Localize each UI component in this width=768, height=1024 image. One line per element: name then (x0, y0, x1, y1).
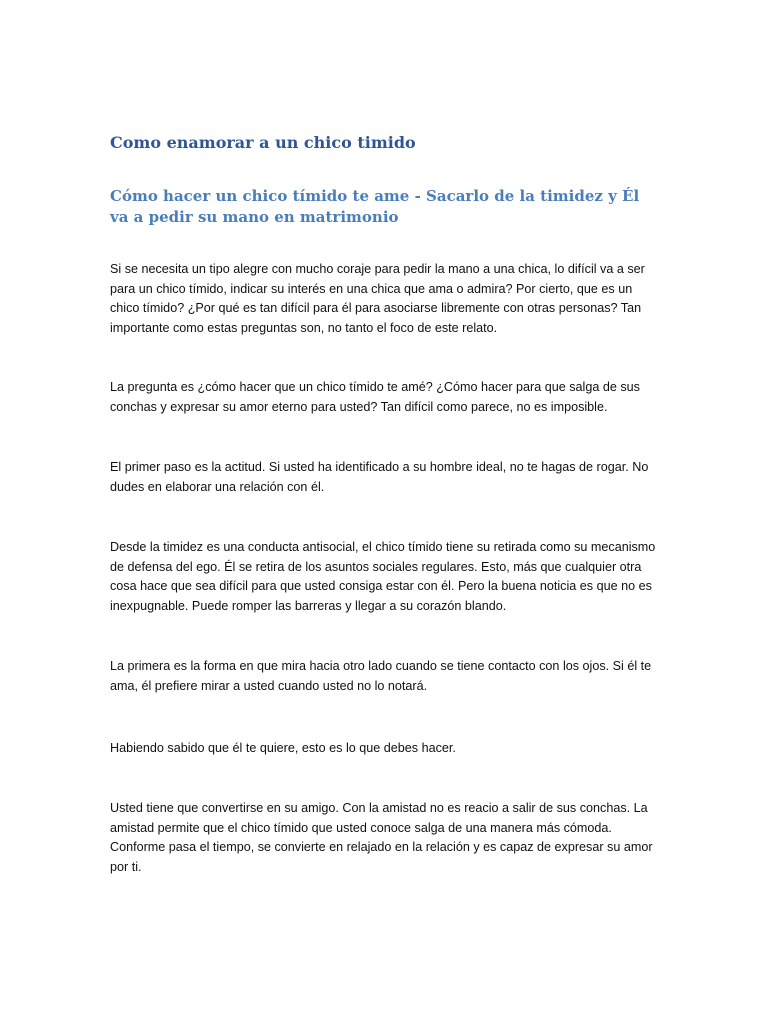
paragraph-eye-contact: La primera es la forma en que mira hacia otro lado cuando se tiene contacto con los ojos. Si él te ama, él prefiere mirar a usted cuando usted no lo notará. (110, 659, 652, 693)
document-title: Como enamorar a un chico timido (110, 133, 416, 152)
paragraph-question: La pregunta es ¿cómo hacer que un chico tímido te amé? ¿Cómo hacer para que salga de sus conchas y expresar su amor eterno para usted? Tan difícil como parece, no es imposible. (110, 380, 640, 414)
document-subtitle: Cómo hacer un chico tímido te ame - Sacarlo de la timidez y Él va a pedir su mano en matrimonio (110, 187, 640, 226)
paragraph-first-step: El primer paso es la actitud. Si usted ha identificado a su hombre ideal, no te hagas de rogar. No dudes en elaborar una relación con él. (110, 460, 649, 494)
paragraph-shyness: Desde la timidez es una conducta antisocial, el chico tímido tiene su retirada como su mecanismo de defensa del ego. Él se retira de los asuntos sociales regulares. Esto, más que cualquier otra cosa hace que sea difícil para que usted consiga estar con él. Pero la buena noticia es que no es inexpugnable. Puede romper las barreras y llegar a su corazón blando. (110, 540, 656, 613)
paragraph-friendship: Usted tiene que convertirse en su amigo. Con la amistad no es reacio a salir de sus conchas. La amistad permite que el chico tímido que usted conoce salga de una manera más cómoda. Conforme pasa el tiempo, se convierte en relajado en la relación y es capaz de expresar su amor por ti. (110, 801, 653, 874)
paragraph-what-to-do: Habiendo sabido que él te quiere, esto es lo que debes hacer. (110, 741, 456, 755)
paragraph-intro: Si se necesita un tipo alegre con mucho coraje para pedir la mano a una chica, lo difícil va a ser para un chico tímido, indicar su interés en una chica que ama o admira? Por cierto, que es un chico tímido? ¿Por qué es tan difícil para él para asociarse libremente con otras personas? Tan importante como estas preguntas son, no tanto el foco de este relato. (110, 262, 645, 335)
